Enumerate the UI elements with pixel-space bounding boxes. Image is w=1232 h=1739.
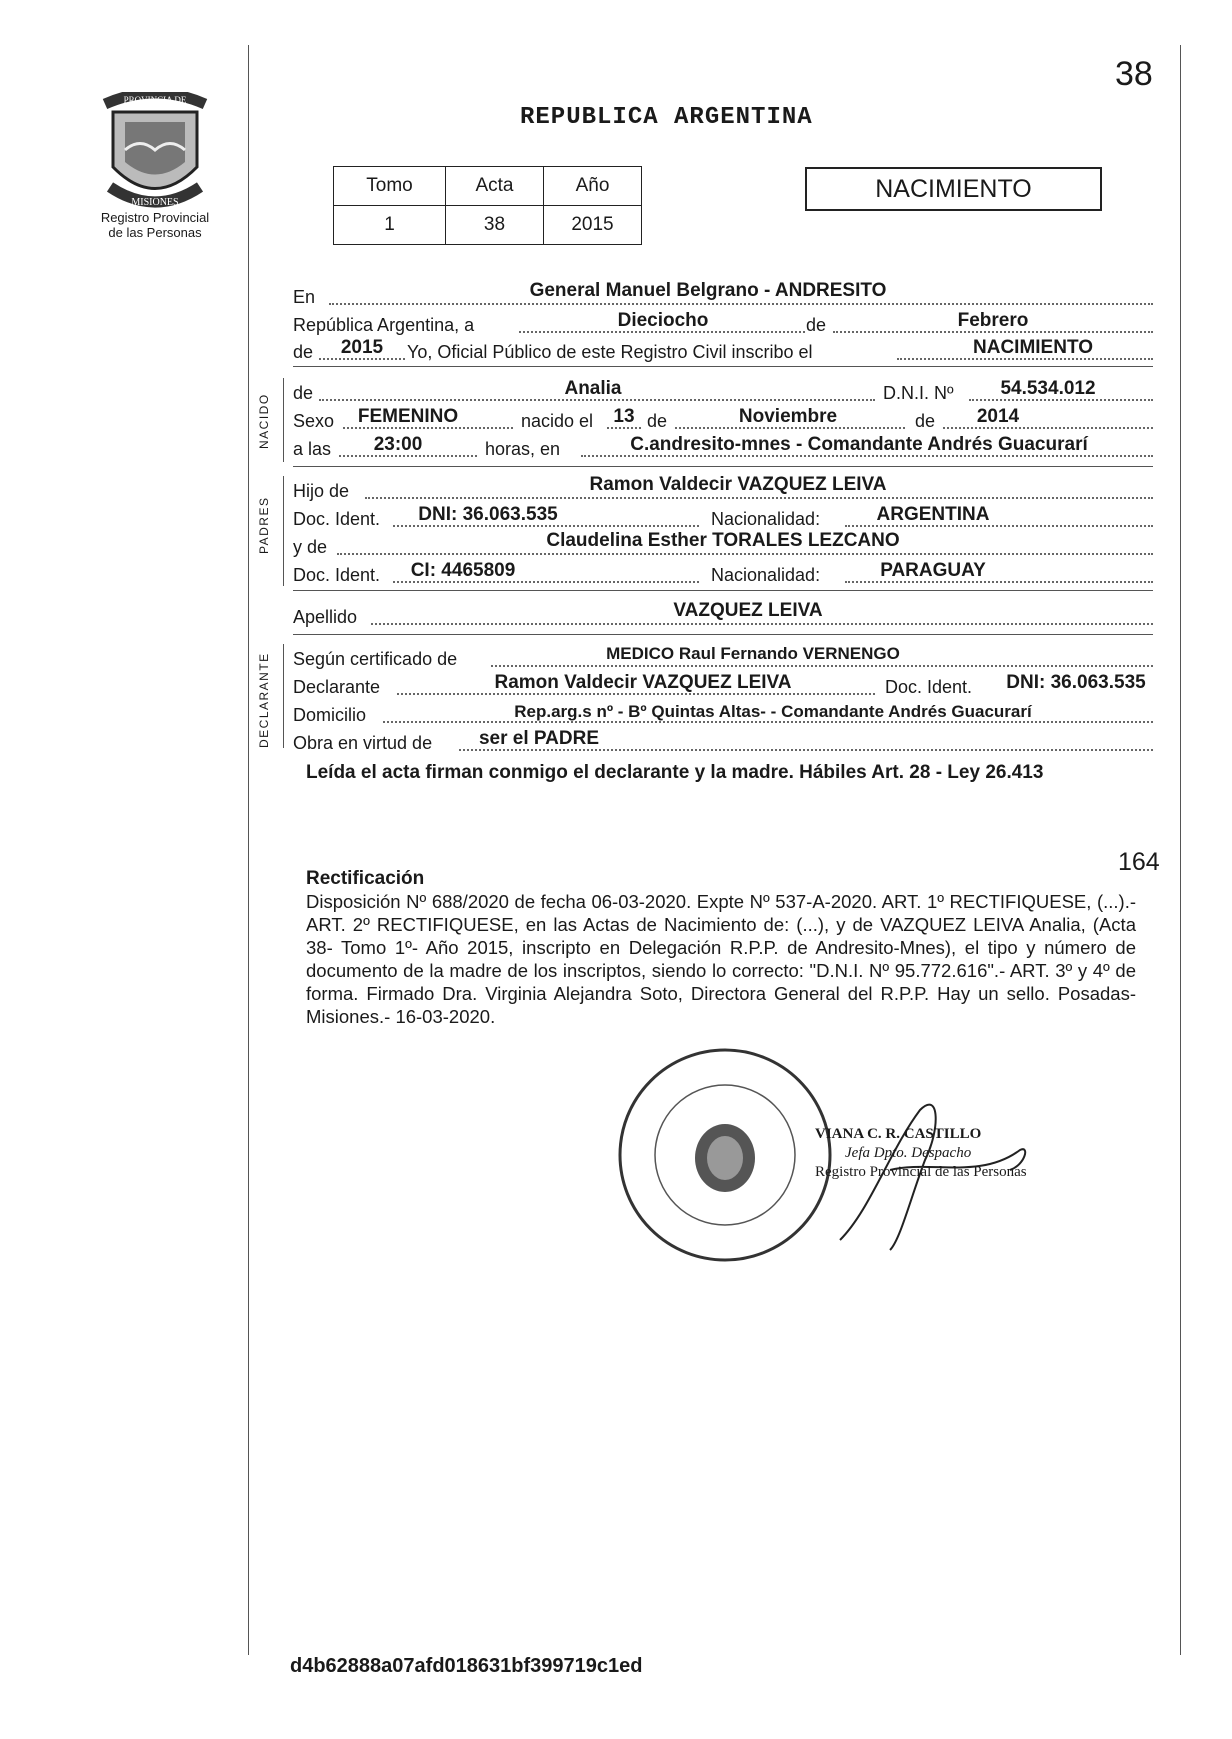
closing-statement: Leída el acta firman conmigo el declarante y la madre. Hábiles Art. 28 - Ley 26.413 — [306, 762, 1044, 783]
rectification-number: 164 — [1118, 848, 1160, 876]
row-obra: Obra en virtud de ser el PADRE — [293, 724, 1153, 754]
row-padre: Hijo de Ramon Valdecir VAZQUEZ LEIVA — [293, 472, 1153, 502]
org-name: Registro Provincial de las Personas — [100, 210, 210, 240]
act-type-box: NACIMIENTO — [805, 167, 1102, 211]
row-apellido: Apellido VAZQUEZ LEIVA — [293, 598, 1153, 628]
official-stamp: VIANA C. R. CASTILLO Jefa Dpto. Despacho Registro Provincial de las Personas — [815, 1126, 1027, 1180]
rectification-body: Disposición Nº 688/2020 de fecha 06-03-2020. Expte Nº 537-A-2020. ART. 1º RECTIFIQUESE, (...).- ART. 2º RECTIFIQUESE, en las Actas de Nacimiento de: (...), y de VAZQUEZ LEIVA Analia, (Acta 38- Tomo 1º- Año 2015, inscripto en Delegación R.P.P. de Andresito-Mnes), el tipo y número de documento de la madre de los inscriptos, siendo lo correcto: "D.N.I. Nº 95.772.616".- ART. 3º y 4º de forma. Firmado Dra. Virginia Alejandra Soto, Directora General del R.P.P. Hay un sello. Posadas-Misiones.- 16-03-2020. — [306, 891, 1136, 1027]
row-madre-doc: Doc. Ident. CI: 4465809 Nacionalidad: PARAGUAY — [293, 556, 1153, 586]
seal-text-bottom: MISIONES — [131, 197, 179, 208]
row-sexo: Sexo FEMENINO nacido el 13 de Noviembre de 2014 — [293, 402, 1153, 432]
row-nombre: de Analia D.N.I. Nº 54.534.012 — [293, 374, 1153, 404]
row-padre-doc: Doc. Ident. DNI: 36.063.535 Nacionalidad: ARGENTINA — [293, 500, 1153, 530]
row-fecha: República Argentina, a Dieciocho de Febrero — [293, 306, 1153, 336]
row-hora: a las 23:00 horas, en C.andresito-mnes - Comandante Andrés Guacurarí — [293, 430, 1153, 460]
row-certificado: Según certificado de MEDICO Raul Fernando VERNENGO — [293, 640, 1153, 670]
document-title: REPUBLICA ARGENTINA — [520, 104, 813, 131]
page-number: 38 — [1115, 55, 1153, 93]
row-inscribo: de 2015 Yo, Oficial Público de este Registro Civil inscribo el NACIMIENTO — [293, 333, 1153, 363]
official-seal — [610, 1040, 840, 1270]
label-nacido: NACIDO — [257, 393, 271, 449]
rectification-title: Rectificación — [306, 868, 425, 889]
seal-text-top: PROVINCIA DE — [123, 95, 187, 105]
label-declarante: DECLARANTE — [257, 652, 271, 748]
row-declarante: Declarante Ramon Valdecir VAZQUEZ LEIVA Doc. Ident. DNI: 36.063.535 — [293, 672, 1146, 697]
row-lugar: En General Manuel Belgrano - ANDRESITO — [293, 278, 1153, 308]
province-seal-logo — [95, 92, 215, 212]
document-hash: d4b62888a07afd018631bf399719c1ed — [290, 1655, 643, 1677]
row-domicilio: Domicilio Rep.arg.s nº - Bº Quintas Altas- - Comandante Andrés Guacurarí — [293, 696, 1153, 726]
register-table: Tomo Acta Año 1 38 2015 — [333, 166, 642, 245]
row-madre: y de Claudelina Esther TORALES LEZCANO — [293, 528, 1153, 558]
label-padres: PADRES — [257, 496, 271, 554]
